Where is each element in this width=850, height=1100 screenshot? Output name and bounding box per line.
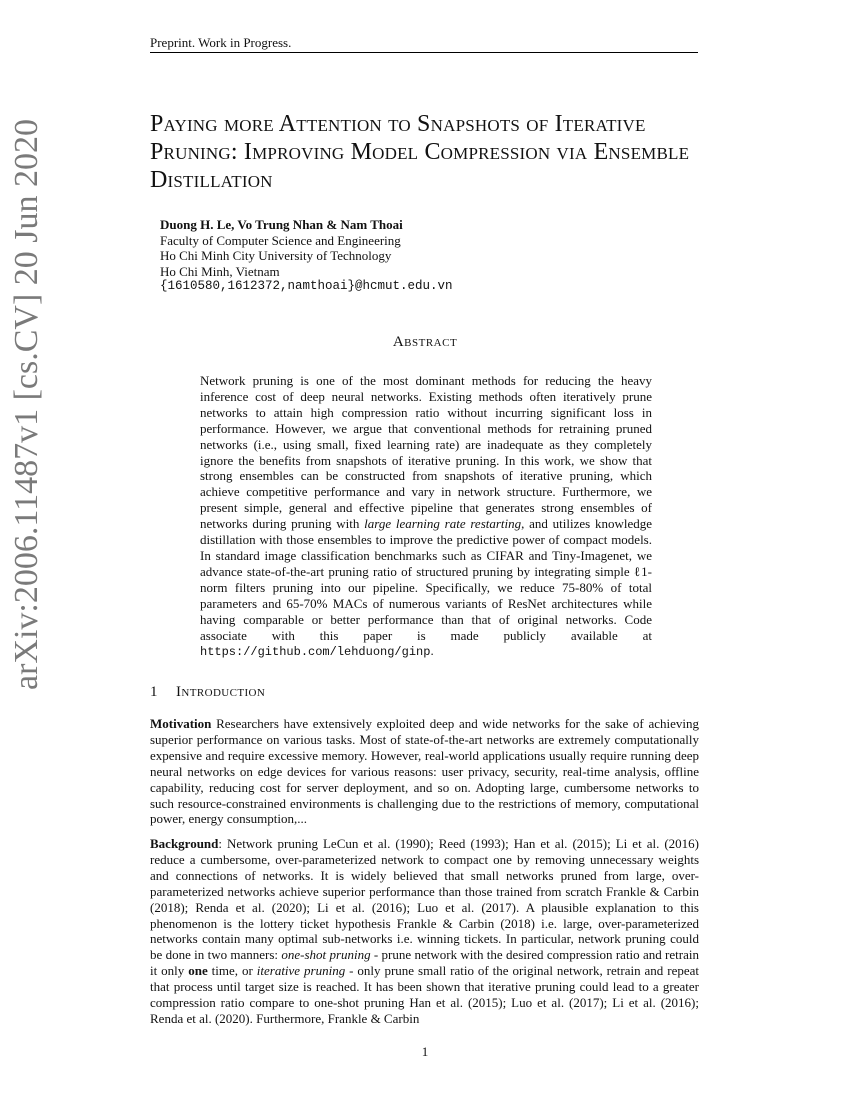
author-block xyxy=(160,217,620,295)
author-names: Duong H. Le, Vo Trung Nhan & Nam Thoai xyxy=(160,217,403,232)
background-text: - only prune small ratio of the original network, retrain and repeat that process until target size is reached. It has been shown that iterative pruning could lead to a greater compression ratio compare to one-shot pruning Han et al. (2015); Luo et al. (2017); Li et al. (2016); Renda et al. (2020). Furthermore, Frankle & Carbin xyxy=(150,963,700,1026)
motivation-lead: Motivation xyxy=(150,716,212,731)
background-emphasis: iterative pruning xyxy=(256,963,346,979)
abstract-text: Network pruning is one of the most dominant methods for reducing the heavy inference cost of deep neural networks. Existing methods often iteratively prune networks to attain high compression ratio without incurring significant loss in performance. However, we argue that conventional methods for retraining pruned networks (i.e., using small, fixed learning rate) are inadequate as they completely ignore the benefits from snapshots of iterative pruning. In this work, we show that strong ensembles can be constructed from snapshots of iterative pruning, which achieve competitive performance and vary in network structure. Furthermore, we present simple, general and effective pipeline that generates strong ensembles of networks during pruning with xyxy=(200,373,652,532)
background-text: time, or xyxy=(207,963,257,979)
affiliation-line: Ho Chi Minh, Vietnam xyxy=(160,263,280,279)
running-header: Preprint. Work in Progress. xyxy=(150,35,292,50)
header-rule xyxy=(150,52,698,53)
page-number: 1 xyxy=(421,1044,429,1059)
section-title: Introduction xyxy=(176,684,266,700)
abstract-text: , and utilizes knowledge distillation with those ensembles to improve the predictive power of compact models. In standard image classification benchmarks such as CIFAR and Tiny-Imagenet, we advance state-of-the-art pruning ratio of structured pruning by integrating simple ℓ1-norm filters pruning into our pipeline. Specifically, we reduce 75-80% of total parameters and 65-70% MACs of numerous variants of ResNet architectures while having comparable or better performance than that of original networks. Code associate with this paper is made publicly available at xyxy=(200,516,653,643)
motivation-text: Researchers have extensively exploited deep and wide networks for the sake of achieving superior performance on various tasks. Most of state-of-the-art networks are extremely computationally expensive and require excessive memory. However, real-world applications usually require running deep neural networks on edge devices for various reasons: user privacy, security, real-time analysis, offline capability, reducing cost for server deployment, and so on. Adopting large, cumbersome networks to such resource-constrained environments is challenging due to the restrictions of memory, computational power, energy consumption,... xyxy=(150,716,699,827)
background-emphasis: one-shot pruning xyxy=(281,947,371,963)
paper-title: Paying more Attention to Snapshots of Iterative Pruning: Improving Model Compression via Ensemble Distillation xyxy=(150,111,690,193)
background-lead: Background xyxy=(150,836,219,851)
arxiv-stamp: arXiv:2006.11487v1 [cs.CV] 20 Jun 2020 xyxy=(8,118,45,690)
abstract-text: . xyxy=(430,643,434,659)
background-paragraph xyxy=(150,836,699,1027)
abstract-body xyxy=(200,373,652,661)
background-strong: one xyxy=(188,963,208,979)
affiliation-line: Faculty of Computer Science and Engineering xyxy=(160,232,401,248)
section-number: 1 xyxy=(150,684,158,700)
background-text: : Network pruning LeCun et al. (1990); Reed (1993); Han et al. (2015); Li et al. (2016) reduce a cumbersome, over-parameterized network to compact one by removing unnecessary weights and connections of networks. It is widely believed that small networks pruned from large, over-parameterized networks achieve superior performance than those trained from scratch Frankle & Carbin (2018); Renda et al. (2020); Li et al. (2016); Luo et al. (2017). A plausible explanation to this phenomenon is the lottery ticket hypothesis Frankle & Carbin (2018) i.e. large, over-parameterized networks contain many optimal sub-networks i.e. winning tickets. In particular, network pruning could be done in two manners: xyxy=(150,836,699,963)
abstract-heading: Abstract xyxy=(392,334,458,350)
code-link[interactable]: https://github.com/lehduong/ginp xyxy=(200,645,431,660)
motivation-paragraph xyxy=(150,716,699,827)
background-text: - prune network with the desired compression ratio and retrain it only xyxy=(150,947,699,979)
abstract-emphasis: large learning rate restarting xyxy=(364,516,522,532)
affiliation-line: Ho Chi Minh City University of Technology xyxy=(160,248,392,263)
section-heading xyxy=(150,683,265,701)
author-email: {1610580,1612372,namthoai}@hcmut.edu.vn xyxy=(160,279,453,293)
